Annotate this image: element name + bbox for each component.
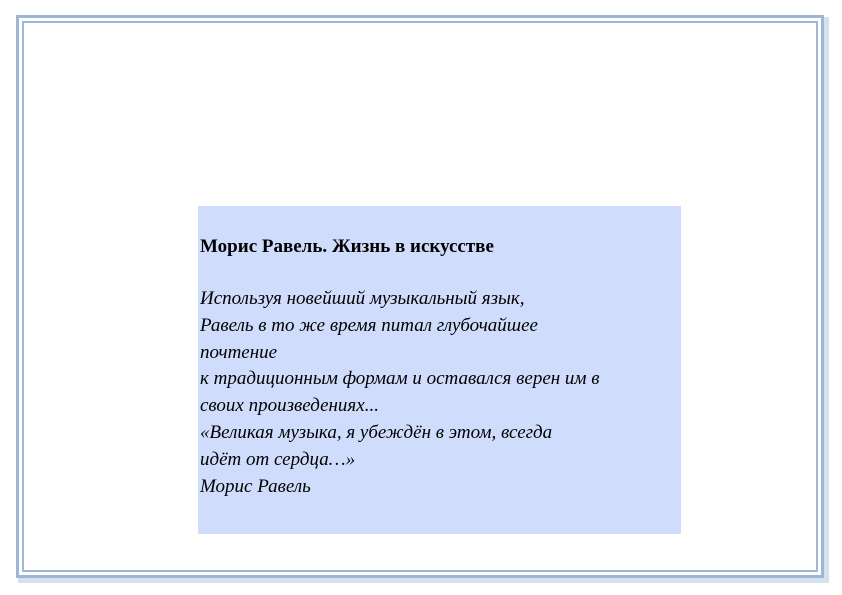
- quote-line-2: идёт от сердца…»: [200, 448, 356, 470]
- body-line-1: Используя новейший музыкальный язык,: [200, 288, 525, 309]
- body-line-3: почтение: [200, 341, 278, 363]
- quote-line-1: «Великая музыка, я убеждён в этом, всегда: [200, 421, 553, 443]
- quote-author: Морис Равель: [200, 475, 311, 497]
- document-title: Морис Равель. Жизнь в искусстве: [200, 236, 494, 257]
- quote-text-box: [198, 206, 681, 534]
- frame-shadow-right: [824, 17, 829, 580]
- body-line-5: своих произведениях...: [200, 395, 379, 417]
- frame-shadow-bottom: [18, 578, 829, 583]
- body-line-4: к традиционным формам и оставался верен им в: [200, 368, 600, 390]
- body-line-2: Равель в то же время питал глубочайшее: [200, 314, 538, 336]
